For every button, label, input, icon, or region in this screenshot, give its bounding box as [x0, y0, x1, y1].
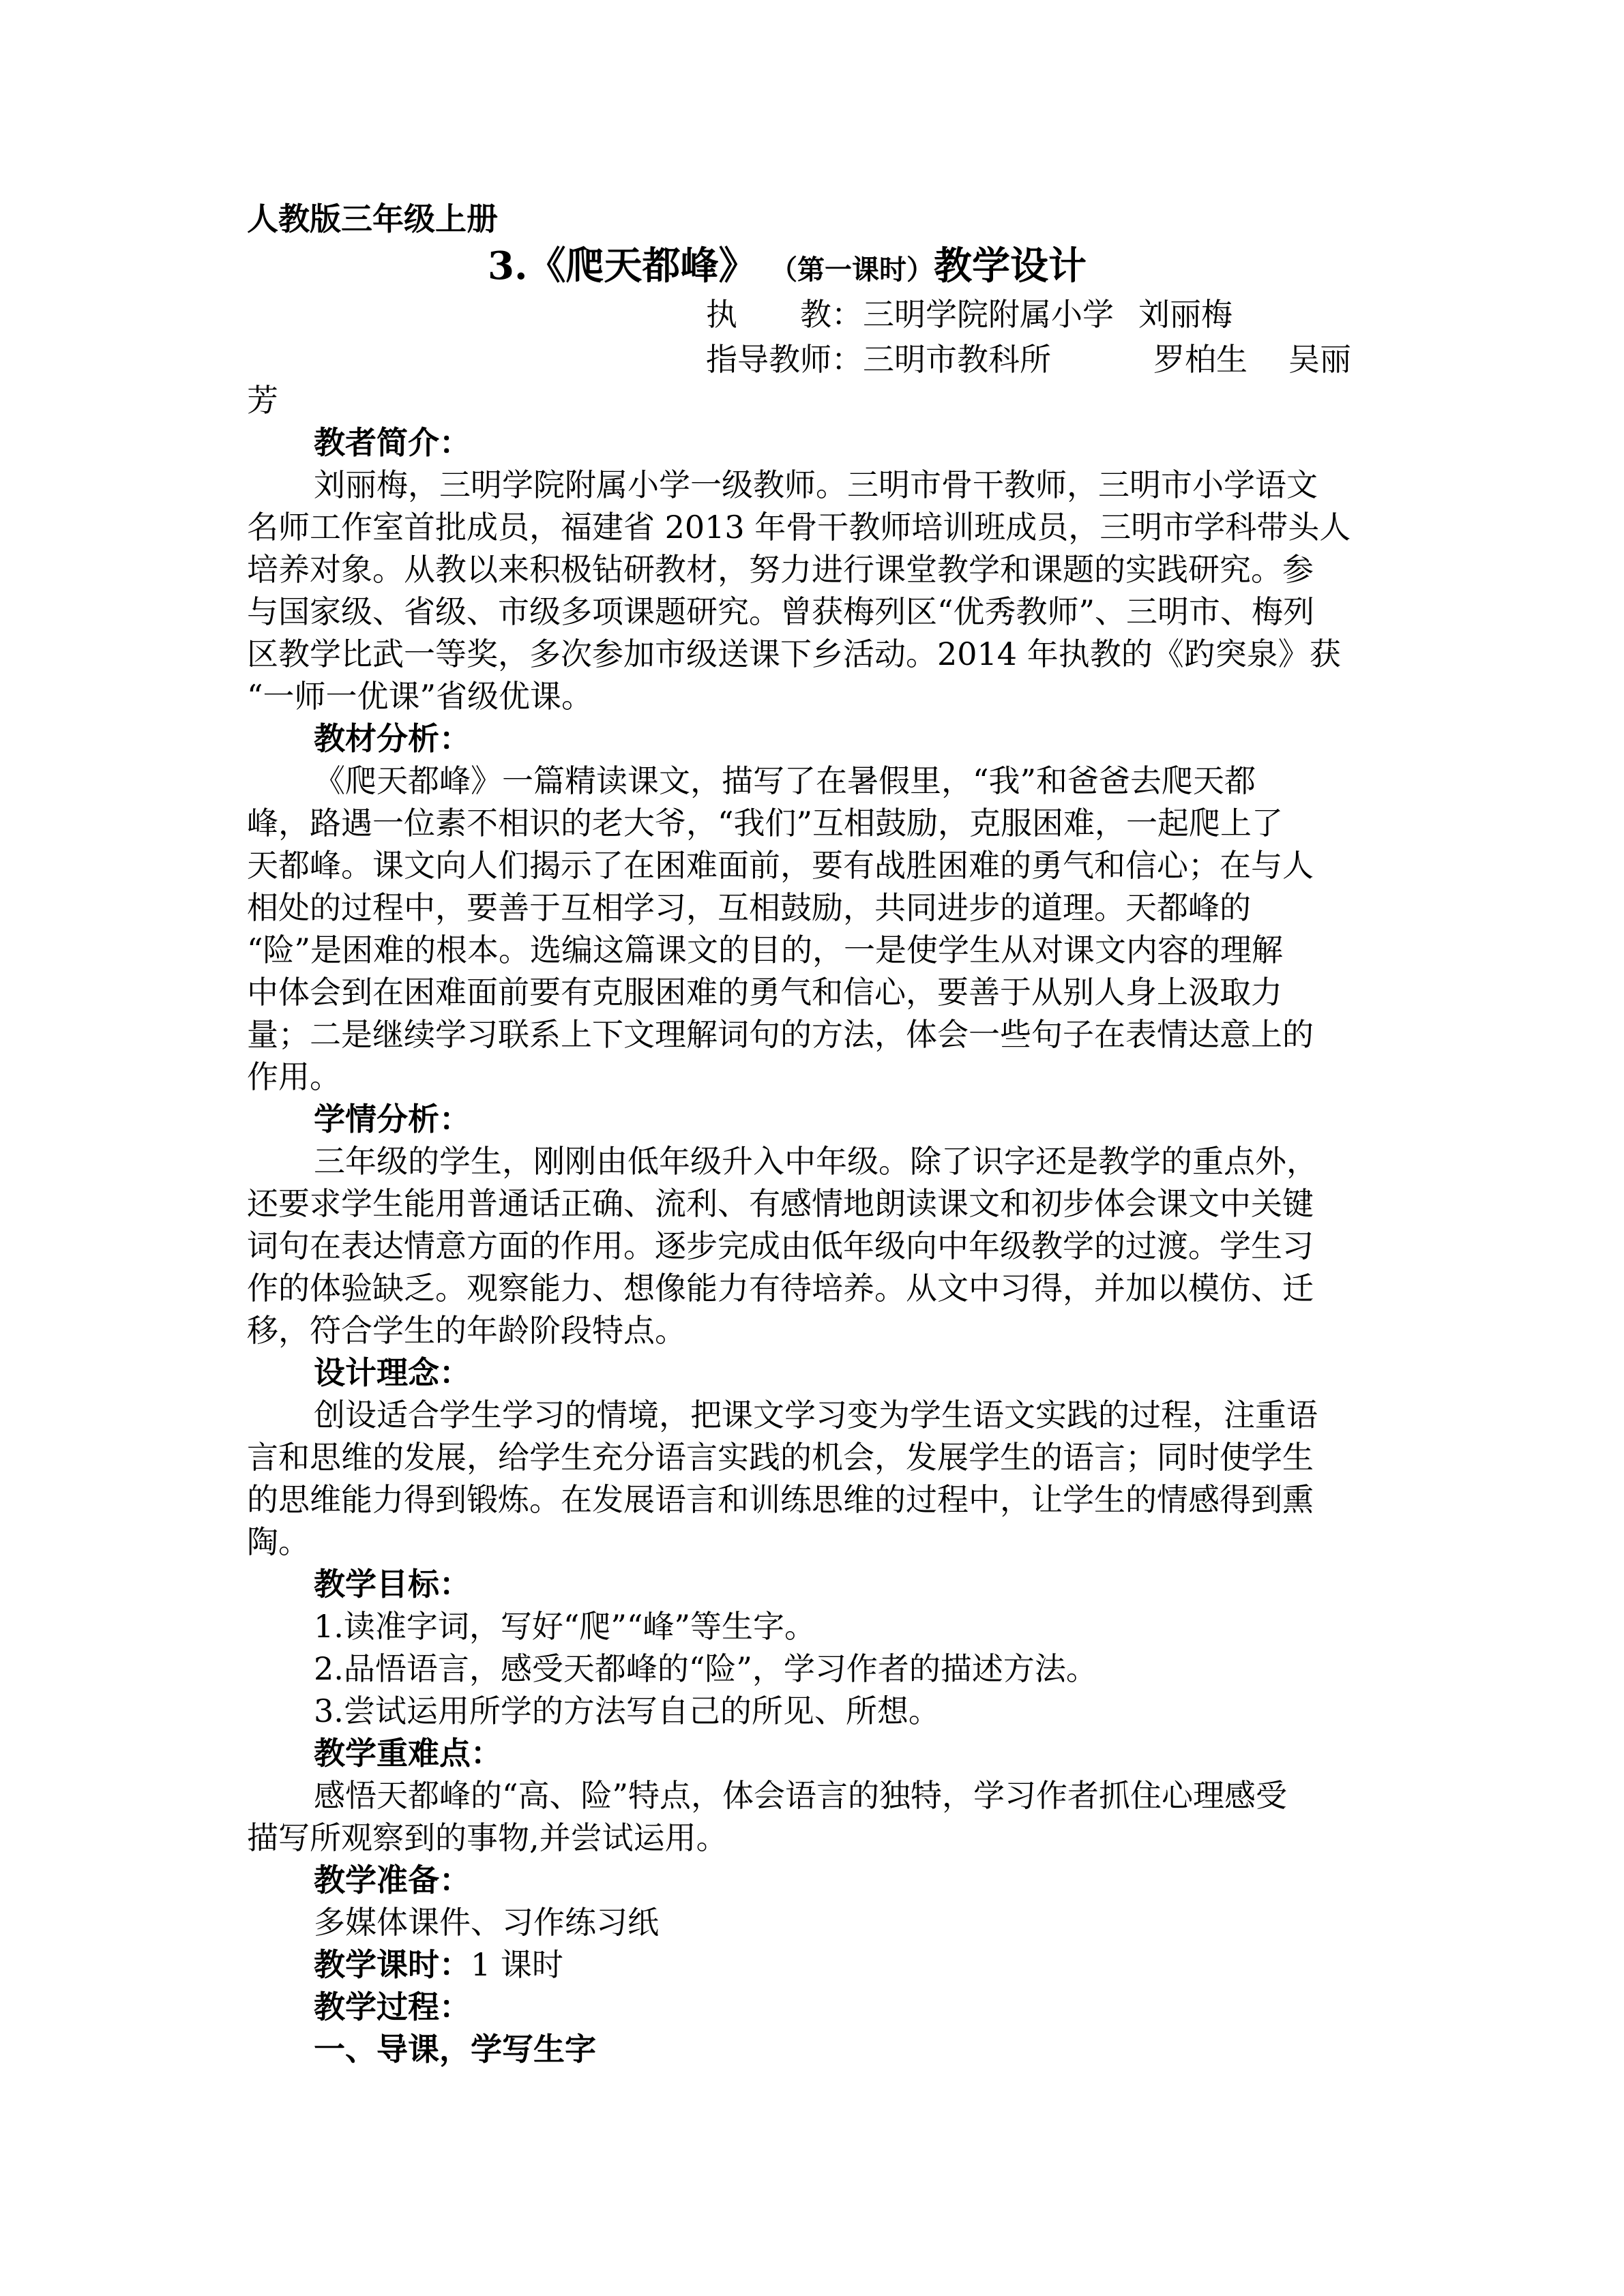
teacher-line [706, 293, 1232, 336]
book-label: 人教版三年级上册 [247, 200, 498, 237]
step-1-heading: 一、导课，学写生字 [314, 2031, 596, 2068]
material-line: 《爬天都峰》一篇精读课文，描写了在暑假里，“我”和爸爸去爬天都 [314, 762, 1256, 799]
concept-line: 的思维能力得到锻炼。在发展语言和训练思维的过程中，让学生的情感得到熏 [247, 1481, 1314, 1518]
document-title [488, 242, 1087, 294]
guide-name-1: 罗柏生 [1153, 341, 1247, 378]
goal-item: 1.读准字词，写好“爬”“峰”等生字。 [314, 1608, 816, 1645]
material-heading: 教材分析： [314, 720, 471, 757]
goal-item: 3.尝试运用所学的方法写自己的所见、所想。 [314, 1693, 940, 1729]
teacher-school: 三明学院附属小学 [863, 296, 1114, 333]
guide-label: 指导教师： [706, 341, 863, 378]
concept-line: 言和思维的发展，给学生充分语言实践的机会，发展学生的语言；同时使学生 [247, 1439, 1314, 1476]
key-heading: 教学重难点： [314, 1735, 502, 1772]
title-session: （第一课时） [769, 254, 934, 286]
material-line: 量；二是继续学习联系上下文理解词句的方法，体会一些句子在表情达意上的 [247, 1016, 1314, 1053]
material-line: 天都峰。课文向人们揭示了在困难面前，要有战胜困难的勇气和信心；在与人 [247, 847, 1314, 884]
title-tail: 教学设计 [933, 243, 1087, 288]
student-heading: 学情分析： [314, 1101, 471, 1137]
concept-line: 陶。 [247, 1523, 310, 1560]
intro-heading: 教者简介： [314, 424, 471, 461]
material-line: 峰，路遇一位素不相识的老大爷，“我们”互相鼓励，克服困难，一起爬上了 [247, 805, 1284, 841]
student-line: 移，符合学生的年龄阶段特点。 [247, 1312, 686, 1349]
material-line: 作用。 [247, 1058, 341, 1095]
student-line: 还要求学生能用普通话正确、流利、有感情地朗读课文和初步体会课文中关键 [247, 1185, 1314, 1222]
intro-line: 名师工作室首批成员，福建省 2013 年骨干教师培训班成员，三明市学科带头人 [247, 509, 1351, 546]
prep-text: 多媒体课件、习作练习纸 [314, 1904, 659, 1941]
material-line: “险”是困难的根本。选编这篇课文的目的，一是使学生从对课文内容的理解 [247, 931, 1284, 968]
concept-heading: 设计理念： [314, 1354, 471, 1391]
guide-line [706, 338, 1351, 381]
teacher-label: 执 教： [706, 296, 863, 333]
goal-item: 2.品悟语言，感受天都峰的“险”，学习作者的描述方法。 [314, 1650, 1097, 1687]
guide-org: 三明市教科所 [863, 341, 1051, 378]
teacher-name: 刘丽梅 [1138, 296, 1232, 333]
process-heading: 教学过程： [314, 1988, 471, 2025]
student-line: 作的体验缺乏。观察能力、想像能力有待培养。从文中习得，并加以模仿、迁 [247, 1270, 1314, 1307]
key-line: 描写所观察到的事物,并尝试运用。 [247, 1819, 728, 1856]
intro-line: 培养对象。从教以来积极钻研教材，努力进行课堂教学和课题的实践研究。参 [247, 551, 1314, 588]
prep-heading: 教学准备： [314, 1862, 471, 1898]
key-line: 感悟天都峰的“高、险”特点，体会语言的独特，学习作者抓住心理感受 [314, 1777, 1288, 1814]
concept-line: 创设适合学生学习的情境，把课文学习变为学生语文实践的过程，注重语 [314, 1397, 1318, 1433]
hours-heading: 教学课时： [314, 1946, 471, 1983]
intro-line: 与国家级、省级、市级多项课题研究。曾获梅列区“优秀教师”、三明市、梅列 [247, 593, 1315, 630]
hours-value: 1 课时 [471, 1946, 563, 1983]
material-line: 中体会到在困难面前要有克服困难的勇气和信心，要善于从别人身上汲取力 [247, 974, 1282, 1011]
title-lesson: 3.《爬天都峰》 [488, 243, 757, 288]
student-line: 三年级的学生，刚刚由低年级升入中年级。除了识字还是教学的重点外， [314, 1143, 1318, 1180]
student-line: 词句在表达情意方面的作用。逐步完成由低年级向中年级教学的过渡。学生习 [247, 1227, 1314, 1264]
guide-name-2: 吴丽 [1288, 341, 1351, 378]
hours-line [314, 1943, 563, 1986]
guide-name-wrap: 芳 [247, 382, 278, 419]
intro-line: 刘丽梅，三明学院附属小学一级教师。三明市骨干教师，三明市小学语文 [314, 466, 1318, 503]
material-line: 相处的过程中，要善于互相学习，互相鼓励，共同进步的道理。天都峰的 [247, 889, 1251, 926]
goals-heading: 教学目标： [314, 1566, 471, 1602]
intro-line: 区教学比武一等奖，多次参加市级送课下乡活动。2014 年执教的《趵突泉》获 [247, 636, 1341, 672]
intro-line: “一师一优课”省级优课。 [247, 678, 593, 715]
